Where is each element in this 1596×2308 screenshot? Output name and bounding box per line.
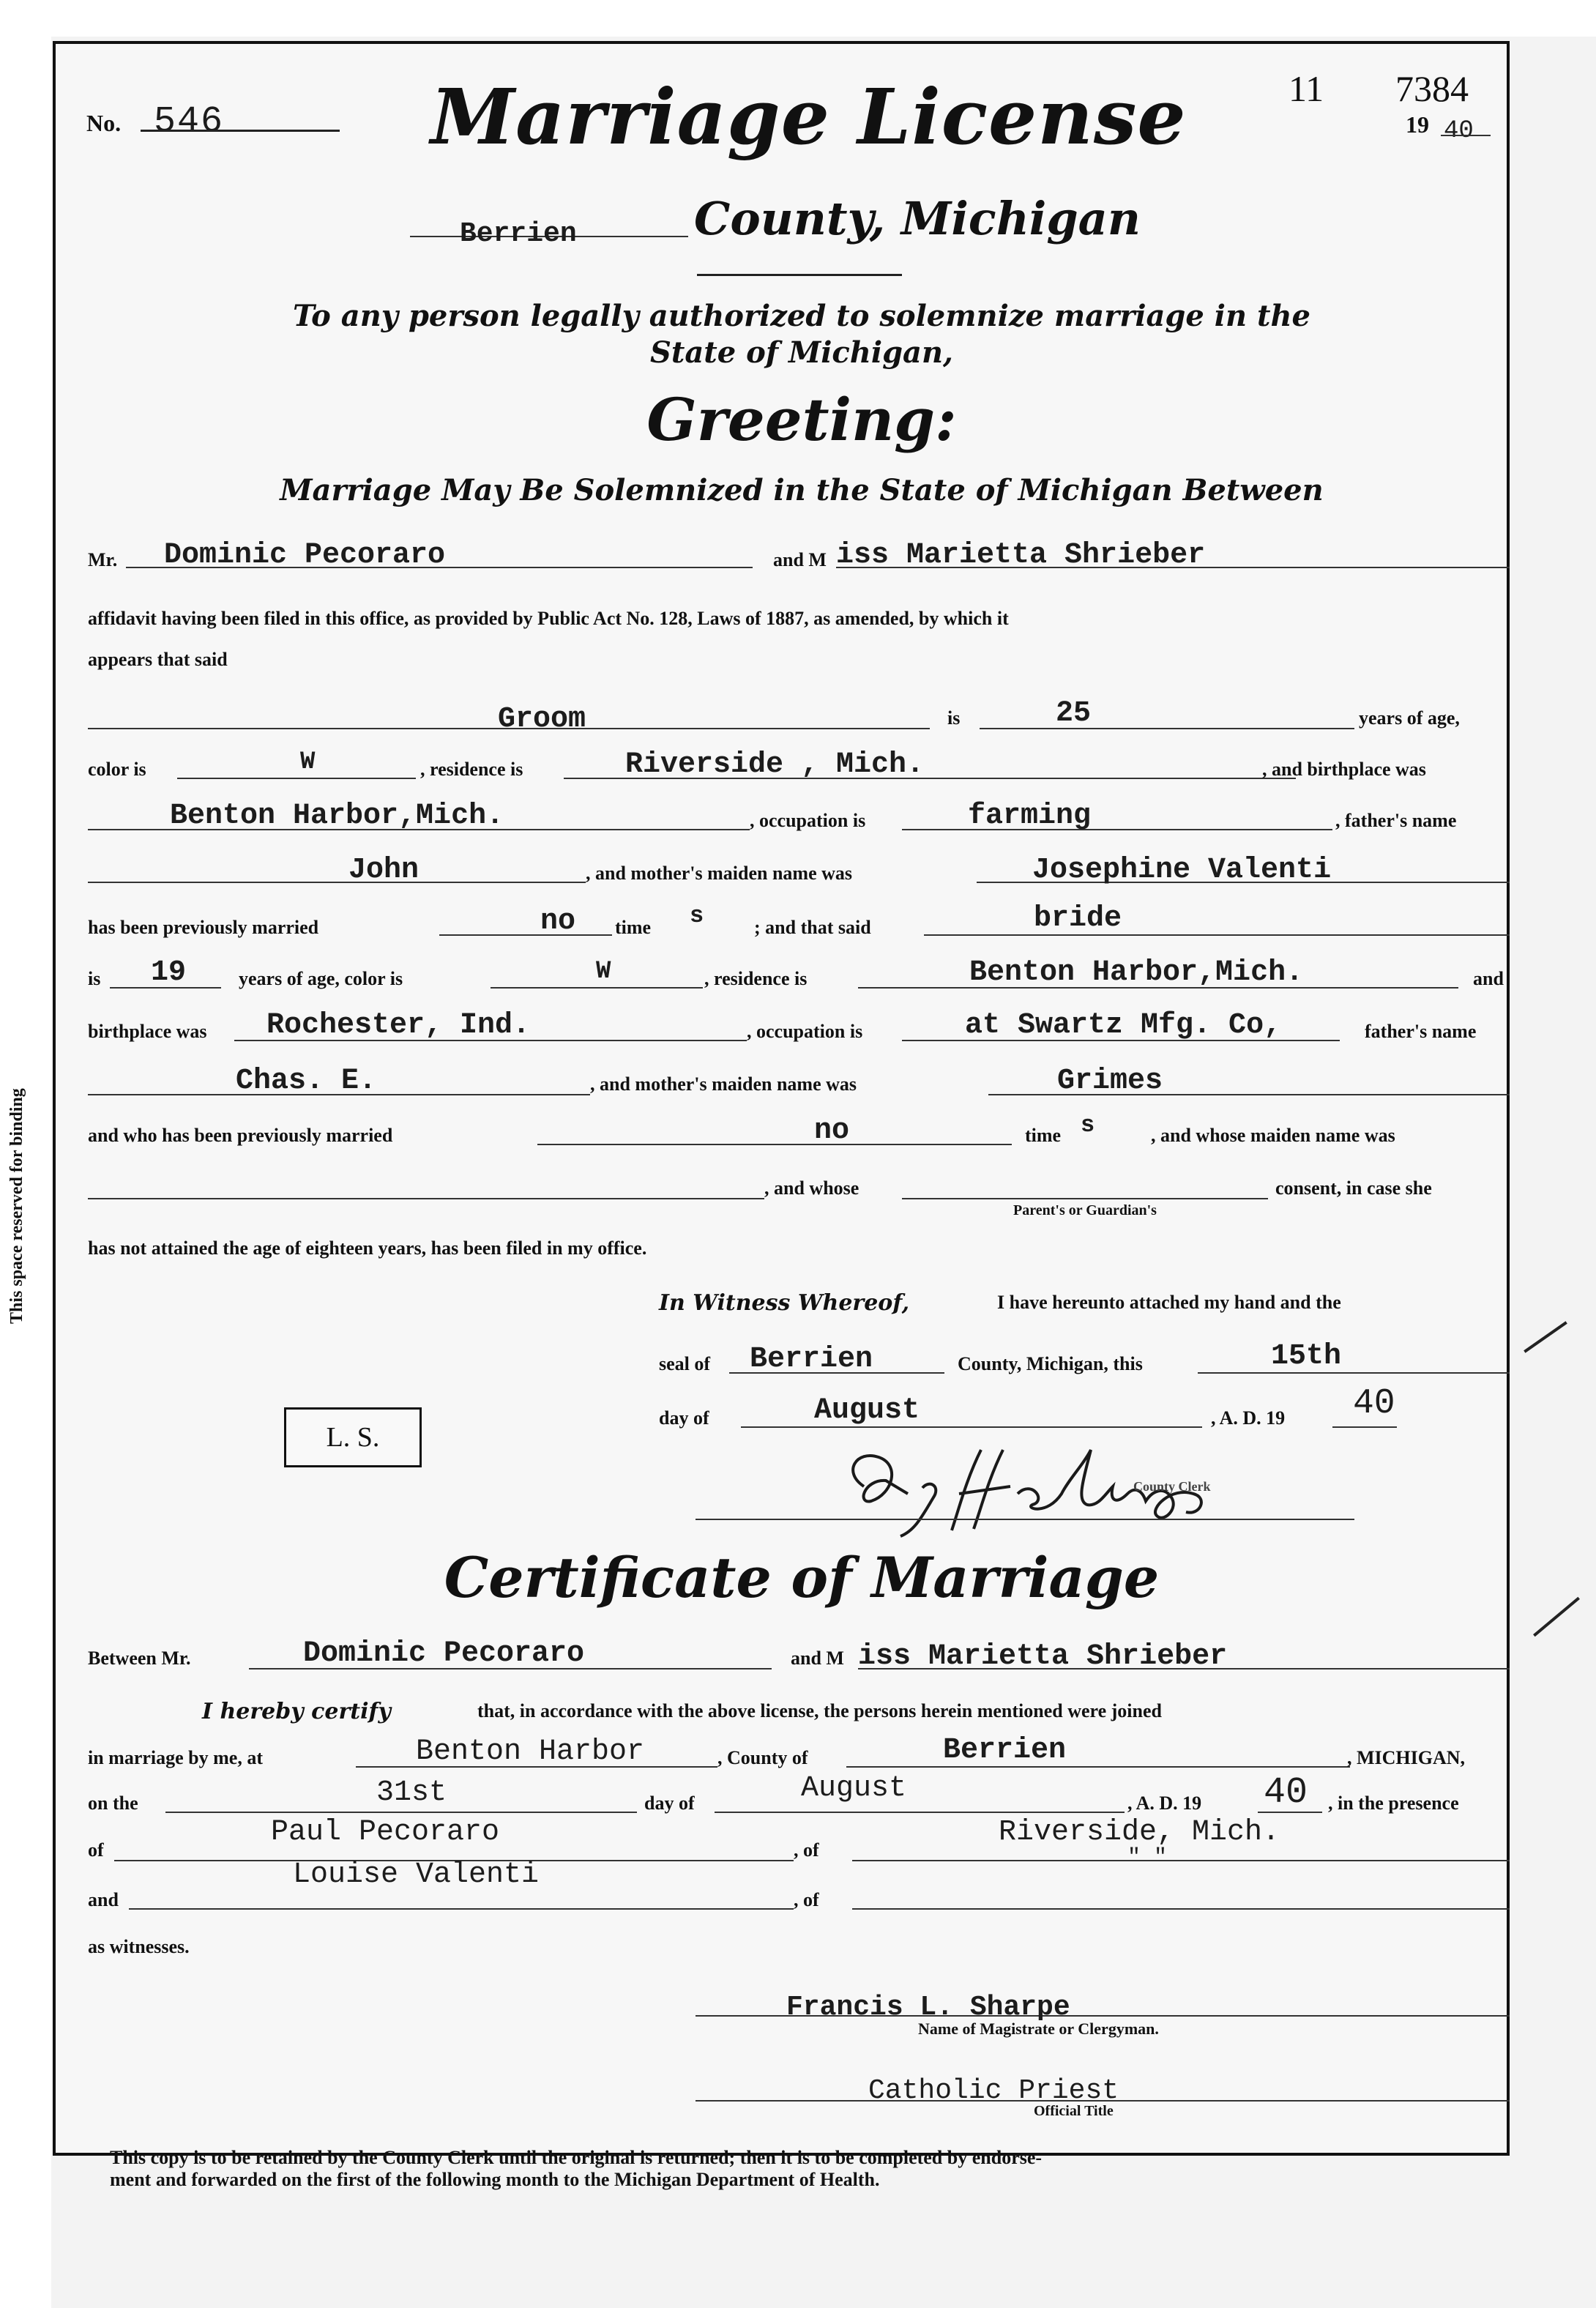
whose-maiden-label: , and whose maiden name was: [1151, 1125, 1395, 1146]
marriage-day: 31st: [376, 1776, 447, 1809]
seal-month-line: [741, 1426, 1202, 1428]
bride-word: bride: [1034, 902, 1122, 935]
license-number-label: No.: [86, 110, 122, 136]
between-heading: Marriage May Be Solemnized in the State of Michigan Between: [280, 473, 1324, 507]
county-underline: [697, 274, 902, 276]
witness2-place: " ": [1127, 1845, 1168, 1870]
on-the-label: on the: [88, 1793, 138, 1814]
time-s: s: [690, 902, 704, 929]
bride-word-line: [924, 934, 1510, 936]
consent-line: [902, 1198, 1268, 1199]
official-title-value: Catholic Priest: [868, 2075, 1119, 2107]
seal-county: Berrien: [750, 1343, 873, 1376]
cert-county-line: [846, 1766, 1350, 1768]
license-title: Marriage License: [430, 72, 1187, 162]
michigan-label: , MICHIGAN,: [1347, 1747, 1466, 1768]
bride-residence: Benton Harbor,Mich.: [969, 956, 1304, 989]
bride-color-line: [491, 987, 703, 989]
time-label-2: time: [1025, 1125, 1062, 1146]
cert-bride-name: iss Marietta Shrieber: [858, 1640, 1228, 1673]
county-of-label: , County of: [717, 1747, 808, 1768]
groom-word: Groom: [498, 703, 586, 736]
and-witness-label: and: [88, 1889, 119, 1910]
bride-birthplace: Rochester, Ind.: [266, 1009, 531, 1042]
groom-color: W: [300, 748, 316, 776]
license-number-line: [141, 130, 340, 132]
county-michigan-this: County, Michigan, this: [958, 1353, 1143, 1374]
fathers-name-label-2: father's name: [1365, 1021, 1477, 1042]
parent-guardian-label: Parent's or Guardian's: [1013, 1202, 1157, 1218]
certificate-title: Certificate of Marriage: [444, 1545, 1160, 1610]
license-number: 546: [154, 101, 225, 143]
groom-father-line: [88, 882, 586, 883]
official-title-label: Official Title: [1034, 2103, 1114, 2119]
is-label: is: [947, 707, 961, 729]
presence-label: , in the presence: [1328, 1793, 1459, 1814]
and-label: and: [1473, 968, 1504, 989]
who-prev-married-label: and who has been previously married: [88, 1125, 393, 1146]
groom-color-line: [177, 778, 416, 779]
marriage-year: 40: [1264, 1772, 1308, 1814]
file-number-a: 11: [1289, 68, 1324, 109]
bride-father: Chas. E.: [236, 1065, 377, 1098]
marriage-month: August: [801, 1772, 907, 1805]
seal-month: August: [814, 1394, 920, 1427]
address-line-1: To any person legally authorized to solemnize marriage in the: [293, 299, 1310, 333]
footer-line-2: ment and forwarded on the first of the following month to the Michigan Department of Health.: [110, 2169, 880, 2190]
and-that-said-label: ; and that said: [754, 917, 871, 938]
consent-label: consent, in case she: [1275, 1177, 1432, 1199]
bride-occupation: at Swartz Mfg. Co,: [965, 1009, 1282, 1042]
witness1-name: Paul Pecoraro: [271, 1816, 500, 1849]
marriage-county: Berrien: [943, 1734, 1067, 1767]
marriage-day-line: [165, 1812, 637, 1813]
bride-age: 19: [151, 956, 187, 989]
groom-age: 25: [1056, 697, 1092, 730]
address-line-2: State of Michigan,: [650, 335, 953, 370]
groom-name: Dominic Pecoraro: [164, 539, 446, 572]
birthplace-was-label: birthplace was: [88, 1021, 207, 1042]
residence-label: , residence is: [420, 759, 523, 780]
cert-day-of-label: day of: [644, 1793, 695, 1814]
bride-prev: no: [814, 1114, 850, 1147]
county-printed: County, Michigan: [694, 192, 1141, 245]
affidavit-line-1: affidavit having been filed in this office, as provided by Public Act No. 128, Laws of 1887, as amended, by which it: [88, 608, 1009, 629]
groom-occupation: farming: [968, 800, 1092, 833]
between-mr-label: Between Mr.: [88, 1648, 191, 1669]
certify-text: that, in accordance with the above license, the persons herein mentioned were joined: [477, 1700, 1162, 1721]
seal-of-label: seal of: [659, 1353, 711, 1374]
ad-19-label: , A. D. 19: [1211, 1407, 1286, 1429]
year-printed: 19: [1406, 111, 1429, 138]
officiant-label: Name of Magistrate or Clergyman.: [918, 2020, 1159, 2038]
of-label-3: , of: [794, 1889, 819, 1910]
time-label: time: [615, 917, 652, 938]
witness1-place: Riverside, Mich.: [999, 1816, 1280, 1849]
birthplace-label: , and birthplace was: [1262, 759, 1426, 780]
bride-mother: Grimes: [1057, 1065, 1163, 1098]
mothers-maiden-label-2: , and mother's maiden name was: [590, 1073, 857, 1095]
bride-prev-line: [537, 1144, 1012, 1145]
cert-groom-name: Dominic Pecoraro: [303, 1637, 585, 1670]
groom-father: John: [348, 854, 419, 887]
clerk-line: [696, 1519, 1354, 1520]
witness2-name: Louise Valenti: [293, 1858, 540, 1891]
groom-prev-line: [439, 934, 612, 936]
in-witness-whereof: In Witness Whereof,: [659, 1290, 910, 1316]
certify-label: I hereby certify: [202, 1699, 391, 1724]
years-of-age-label: years of age,: [1359, 707, 1460, 729]
mothers-maiden-label: , and mother's maiden name was: [586, 863, 853, 884]
time-s-2: s: [1081, 1112, 1095, 1139]
of-label-2: , of: [794, 1839, 819, 1861]
clerk-label: County Clerk: [1133, 1479, 1211, 1494]
footer-line-1: This copy is to be retained by the County Clerk until the original is returned; then it is to be completed by endorse-: [110, 2147, 1043, 2168]
marriage-month-line: [715, 1812, 1125, 1813]
fathers-name-label: , father's name: [1335, 810, 1457, 831]
day-of-label: day of: [659, 1407, 709, 1429]
year-handwritten: 40: [1444, 117, 1474, 145]
bride-color: W: [596, 958, 611, 986]
greeting: Greeting:: [646, 385, 957, 454]
ls-label: L. S.: [326, 1422, 380, 1453]
bride-occupation-label: , occupation is: [747, 1021, 863, 1042]
bride-name: iss Marietta Shrieber: [836, 539, 1206, 572]
file-number-b: 7384: [1395, 68, 1469, 109]
clerk-signature-drawing: [813, 1435, 1281, 1545]
maiden-name-line: [88, 1198, 764, 1199]
seal-box: [284, 1407, 422, 1467]
color-label: color is: [88, 759, 146, 780]
binding-note: This space reserved for binding: [7, 1088, 26, 1324]
witness-text: I have hereunto attached my hand and the: [997, 1292, 1341, 1313]
groom-occupation-line: [902, 829, 1332, 830]
marriage-place: Benton Harbor: [416, 1735, 645, 1768]
witness1-place-line: [852, 1860, 1510, 1861]
years-color-label: years of age, color is: [239, 968, 403, 989]
of-label: of: [88, 1839, 104, 1861]
year-line: [1441, 135, 1491, 136]
seal-year-line: [1332, 1426, 1397, 1428]
groom-age-line: [980, 728, 1354, 729]
groom-birthplace: Benton Harbor,Mich.: [170, 800, 504, 833]
affidavit-line-2: appears that said: [88, 649, 228, 670]
and-whose-label: , and whose: [764, 1177, 859, 1199]
witness2-line: [129, 1908, 794, 1910]
bride-residence-label: , residence is: [704, 968, 808, 989]
not-attained-text: has not attained the age of eighteen years, has been filed in my office.: [88, 1237, 647, 1259]
cert-and-m-label: and M: [791, 1648, 844, 1669]
mr-label: Mr.: [88, 549, 118, 570]
prev-married-label: has been previously married: [88, 917, 319, 938]
county-handwritten: Berrien: [460, 218, 577, 250]
in-marriage-label: in marriage by me, at: [88, 1747, 264, 1768]
cert-ad-19-label: , A. D. 19: [1127, 1793, 1202, 1814]
occupation-label: , occupation is: [750, 810, 866, 831]
as-witnesses-label: as witnesses.: [88, 1936, 190, 1957]
seal-day: 15th: [1271, 1340, 1342, 1373]
seal-year: 40: [1353, 1384, 1395, 1423]
bride-is-label: is: [88, 968, 101, 989]
and-m-label: and M: [773, 549, 827, 570]
witness2-place-line: [852, 1908, 1510, 1910]
clerk-signature: [813, 1435, 1281, 1545]
seal-day-line: [1198, 1372, 1510, 1374]
officiant-name: Francis L. Sharpe: [786, 1992, 1070, 2023]
groom-residence: Riverside , Mich.: [625, 748, 925, 781]
groom-mother: Josephine Valenti: [1032, 854, 1332, 887]
groom-prev: no: [540, 905, 576, 938]
